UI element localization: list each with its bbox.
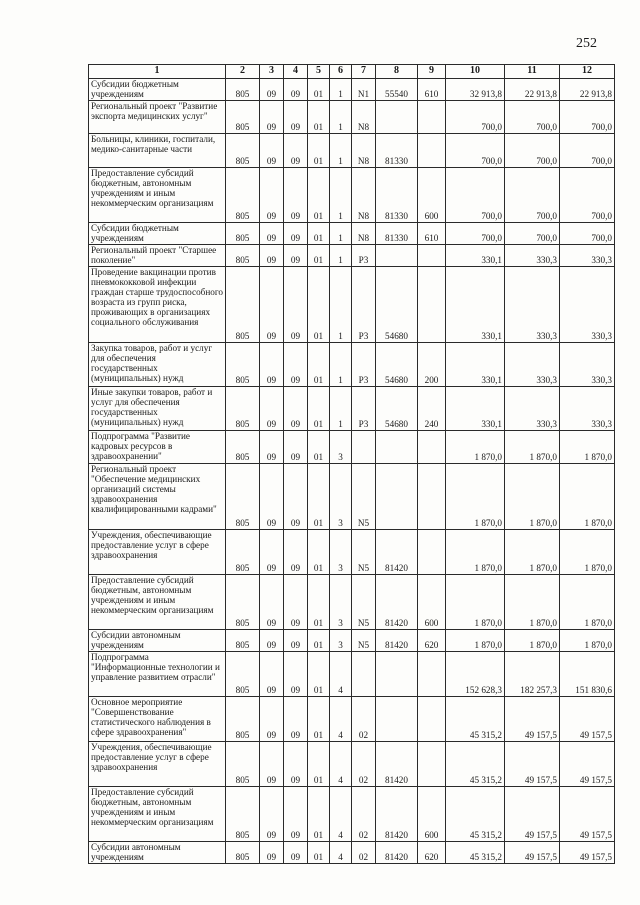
code-cell-c6: 1 [330, 223, 352, 245]
column-header: 12 [560, 65, 615, 79]
code-cell-c4: 09 [284, 575, 308, 630]
amount-cell-c12: 49 157,5 [560, 842, 615, 864]
column-header: 11 [505, 65, 560, 79]
column-header: 2 [226, 65, 260, 79]
code-cell-c2: 805 [226, 575, 260, 630]
code-cell-c2: 805 [226, 787, 260, 842]
table-row [89, 464, 615, 530]
amount-cell-c10: 1 870,0 [446, 431, 505, 464]
amount-cell-c12: 330,3 [560, 343, 615, 387]
code-cell-c9 [418, 267, 446, 343]
amount-cell-c12: 330,3 [560, 245, 615, 267]
code-cell-c8: 81330 [376, 168, 418, 223]
table-row [89, 575, 615, 630]
row-name-cell: Больницы, клиники, госпитали, медико-санитарные части [89, 134, 226, 168]
code-cell-c5: 01 [308, 787, 330, 842]
code-cell-c7: P3 [352, 387, 376, 431]
row-name-cell: Субсидии бюджетным учреждениям [89, 223, 226, 245]
code-cell-c5: 01 [308, 697, 330, 742]
amount-cell-c12: 1 870,0 [560, 530, 615, 575]
amount-cell-c10: 1 870,0 [446, 575, 505, 630]
code-cell-c5: 01 [308, 575, 330, 630]
table-row [89, 431, 615, 464]
code-cell-c3: 09 [260, 787, 284, 842]
code-cell-c8: 81420 [376, 742, 418, 787]
code-cell-c6: 1 [330, 79, 352, 101]
code-cell-c3: 09 [260, 697, 284, 742]
row-name-cell: Проведение вакцинации против пневмококковой инфекции граждан старше трудоспособного возраста из групп риска, проживающих в организациях социального обслуживания [89, 267, 226, 343]
code-cell-c5: 01 [308, 742, 330, 787]
table-row [89, 245, 615, 267]
code-cell-c5: 01 [308, 387, 330, 431]
code-cell-c9: 610 [418, 223, 446, 245]
amount-cell-c12: 700,0 [560, 101, 615, 134]
code-cell-c8 [376, 464, 418, 530]
amount-cell-c11: 1 870,0 [505, 431, 560, 464]
code-cell-c4: 09 [284, 387, 308, 431]
code-cell-c3: 09 [260, 575, 284, 630]
code-cell-c7: 02 [352, 697, 376, 742]
code-cell-c8: 54680 [376, 267, 418, 343]
code-cell-c3: 09 [260, 387, 284, 431]
code-cell-c7: N8 [352, 168, 376, 223]
column-header: 3 [260, 65, 284, 79]
code-cell-c5: 01 [308, 245, 330, 267]
amount-cell-c11: 1 870,0 [505, 530, 560, 575]
amount-cell-c10: 32 913,8 [446, 79, 505, 101]
row-name-cell: Предоставление субсидий бюджетным, автономным учреждениям и иным некоммерческим организациям [89, 575, 226, 630]
code-cell-c4: 09 [284, 787, 308, 842]
code-cell-c7: 02 [352, 787, 376, 842]
code-cell-c9 [418, 134, 446, 168]
code-cell-c2: 805 [226, 431, 260, 464]
table-row [89, 223, 615, 245]
table-row [89, 787, 615, 842]
code-cell-c6: 4 [330, 742, 352, 787]
code-cell-c5: 01 [308, 652, 330, 697]
code-cell-c6: 1 [330, 245, 352, 267]
code-cell-c7: 02 [352, 842, 376, 864]
code-cell-c7: N5 [352, 464, 376, 530]
amount-cell-c11: 330,3 [505, 343, 560, 387]
code-cell-c5: 01 [308, 630, 330, 652]
table-body [89, 79, 615, 864]
code-cell-c2: 805 [226, 245, 260, 267]
code-cell-c4: 09 [284, 431, 308, 464]
code-cell-c8: 55540 [376, 79, 418, 101]
code-cell-c3: 09 [260, 245, 284, 267]
amount-cell-c11: 330,3 [505, 245, 560, 267]
amount-cell-c10: 45 315,2 [446, 842, 505, 864]
code-cell-c3: 09 [260, 267, 284, 343]
code-cell-c8 [376, 431, 418, 464]
code-cell-c7: N5 [352, 530, 376, 575]
code-cell-c3: 09 [260, 223, 284, 245]
page-number: 252 [576, 36, 597, 51]
code-cell-c3: 09 [260, 742, 284, 787]
code-cell-c3: 09 [260, 630, 284, 652]
code-cell-c9: 600 [418, 168, 446, 223]
code-cell-c9 [418, 431, 446, 464]
code-cell-c9 [418, 530, 446, 575]
amount-cell-c11: 700,0 [505, 223, 560, 245]
amount-cell-c10: 45 315,2 [446, 697, 505, 742]
amount-cell-c11: 700,0 [505, 101, 560, 134]
code-cell-c4: 09 [284, 168, 308, 223]
table-row [89, 267, 615, 343]
code-cell-c9: 600 [418, 575, 446, 630]
code-cell-c7: N8 [352, 101, 376, 134]
code-cell-c6: 3 [330, 575, 352, 630]
code-cell-c8 [376, 245, 418, 267]
code-cell-c4: 09 [284, 464, 308, 530]
amount-cell-c10: 152 628,3 [446, 652, 505, 697]
code-cell-c8: 81420 [376, 530, 418, 575]
code-cell-c3: 09 [260, 530, 284, 575]
column-header: 1 [89, 65, 226, 79]
column-header: 6 [330, 65, 352, 79]
amount-cell-c12: 49 157,5 [560, 697, 615, 742]
table-row [89, 387, 615, 431]
amount-cell-c12: 1 870,0 [560, 575, 615, 630]
table-row [89, 530, 615, 575]
amount-cell-c10: 1 870,0 [446, 464, 505, 530]
code-cell-c6: 3 [330, 431, 352, 464]
table-row [89, 842, 615, 864]
code-cell-c7: P3 [352, 245, 376, 267]
row-name-cell: Предоставление субсидий бюджетным, автономным учреждениям и иным некоммерческим организациям [89, 787, 226, 842]
code-cell-c6: 3 [330, 530, 352, 575]
code-cell-c2: 805 [226, 79, 260, 101]
code-cell-c2: 805 [226, 652, 260, 697]
row-name-cell: Региональный проект "Развитие экспорта медицинских услуг" [89, 101, 226, 134]
code-cell-c5: 01 [308, 842, 330, 864]
table-row [89, 630, 615, 652]
row-name-cell: Подпрограмма "Развитие кадровых ресурсов в здравоохранении" [89, 431, 226, 464]
code-cell-c5: 01 [308, 530, 330, 575]
code-cell-c4: 09 [284, 697, 308, 742]
table-row [89, 697, 615, 742]
code-cell-c3: 09 [260, 652, 284, 697]
code-cell-c7: N8 [352, 223, 376, 245]
code-cell-c2: 805 [226, 697, 260, 742]
code-cell-c2: 805 [226, 101, 260, 134]
column-header: 8 [376, 65, 418, 79]
code-cell-c5: 01 [308, 79, 330, 101]
code-cell-c6: 4 [330, 842, 352, 864]
row-name-cell: Закупка товаров, работ и услуг для обеспечения государственных (муниципальных) нужд [89, 343, 226, 387]
amount-cell-c10: 1 870,0 [446, 530, 505, 575]
table-row [89, 742, 615, 787]
code-cell-c3: 09 [260, 842, 284, 864]
table-row [89, 652, 615, 697]
code-cell-c2: 805 [226, 530, 260, 575]
amount-cell-c11: 49 157,5 [505, 742, 560, 787]
amount-cell-c10: 330,1 [446, 343, 505, 387]
amount-cell-c11: 1 870,0 [505, 630, 560, 652]
amount-cell-c10: 45 315,2 [446, 787, 505, 842]
row-name-cell: Региональный проект "Старшее поколение" [89, 245, 226, 267]
table-row [89, 343, 615, 387]
code-cell-c9: 610 [418, 79, 446, 101]
code-cell-c9: 200 [418, 343, 446, 387]
amount-cell-c10: 1 870,0 [446, 630, 505, 652]
amount-cell-c12: 1 870,0 [560, 630, 615, 652]
code-cell-c2: 805 [226, 742, 260, 787]
row-name-cell: Региональный проект "Обеспечение медицинских организаций системы здравоохранения квалифицированными кадрами" [89, 464, 226, 530]
amount-cell-c12: 1 870,0 [560, 464, 615, 530]
row-name-cell: Учреждения, обеспечивающие предоставление услуг в сфере здравоохранения [89, 530, 226, 575]
table-row [89, 79, 615, 101]
amount-cell-c11: 49 157,5 [505, 842, 560, 864]
code-cell-c6: 4 [330, 697, 352, 742]
code-cell-c4: 09 [284, 742, 308, 787]
code-cell-c3: 09 [260, 168, 284, 223]
code-cell-c5: 01 [308, 267, 330, 343]
code-cell-c6: 1 [330, 387, 352, 431]
code-cell-c9 [418, 697, 446, 742]
code-cell-c7: 02 [352, 742, 376, 787]
table-row [89, 168, 615, 223]
code-cell-c7: P3 [352, 343, 376, 387]
code-cell-c6: 4 [330, 787, 352, 842]
code-cell-c2: 805 [226, 842, 260, 864]
amount-cell-c12: 49 157,5 [560, 742, 615, 787]
code-cell-c8 [376, 101, 418, 134]
amount-cell-c10: 700,0 [446, 168, 505, 223]
amount-cell-c12: 700,0 [560, 223, 615, 245]
code-cell-c3: 09 [260, 343, 284, 387]
code-cell-c3: 09 [260, 101, 284, 134]
code-cell-c6: 1 [330, 267, 352, 343]
code-cell-c8: 54680 [376, 343, 418, 387]
code-cell-c2: 805 [226, 168, 260, 223]
amount-cell-c11: 182 257,3 [505, 652, 560, 697]
code-cell-c6: 4 [330, 652, 352, 697]
code-cell-c4: 09 [284, 79, 308, 101]
code-cell-c4: 09 [284, 245, 308, 267]
code-cell-c2: 805 [226, 464, 260, 530]
code-cell-c5: 01 [308, 223, 330, 245]
amount-cell-c11: 49 157,5 [505, 697, 560, 742]
code-cell-c8 [376, 697, 418, 742]
row-name-cell: Учреждения, обеспечивающие предоставление услуг в сфере здравоохранения [89, 742, 226, 787]
amount-cell-c11: 330,3 [505, 267, 560, 343]
amount-cell-c12: 151 830,6 [560, 652, 615, 697]
code-cell-c8: 81420 [376, 842, 418, 864]
column-header: 4 [284, 65, 308, 79]
code-cell-c5: 01 [308, 343, 330, 387]
amount-cell-c12: 700,0 [560, 168, 615, 223]
code-cell-c4: 09 [284, 842, 308, 864]
amount-cell-c12: 1 870,0 [560, 431, 615, 464]
code-cell-c6: 3 [330, 630, 352, 652]
code-cell-c7: P3 [352, 267, 376, 343]
code-cell-c2: 805 [226, 630, 260, 652]
code-cell-c4: 09 [284, 134, 308, 168]
amount-cell-c11: 22 913,8 [505, 79, 560, 101]
code-cell-c6: 1 [330, 101, 352, 134]
code-cell-c9 [418, 245, 446, 267]
code-cell-c5: 01 [308, 101, 330, 134]
code-cell-c7 [352, 652, 376, 697]
row-name-cell: Субсидии бюджетным учреждениям [89, 79, 226, 101]
code-cell-c9: 240 [418, 387, 446, 431]
code-cell-c2: 805 [226, 267, 260, 343]
code-cell-c2: 805 [226, 223, 260, 245]
code-cell-c9 [418, 742, 446, 787]
amount-cell-c12: 22 913,8 [560, 79, 615, 101]
amount-cell-c12: 330,3 [560, 387, 615, 431]
code-cell-c8: 81420 [376, 787, 418, 842]
code-cell-c4: 09 [284, 101, 308, 134]
code-cell-c8: 81330 [376, 134, 418, 168]
code-cell-c2: 805 [226, 387, 260, 431]
amount-cell-c11: 1 870,0 [505, 575, 560, 630]
code-cell-c7: N1 [352, 79, 376, 101]
amount-cell-c11: 49 157,5 [505, 787, 560, 842]
table-row [89, 134, 615, 168]
amount-cell-c12: 700,0 [560, 134, 615, 168]
code-cell-c6: 1 [330, 343, 352, 387]
code-cell-c5: 01 [308, 464, 330, 530]
code-cell-c9: 620 [418, 630, 446, 652]
code-cell-c7: N5 [352, 630, 376, 652]
code-cell-c9: 600 [418, 787, 446, 842]
code-cell-c4: 09 [284, 530, 308, 575]
code-cell-c9 [418, 464, 446, 530]
amount-cell-c11: 1 870,0 [505, 464, 560, 530]
row-name-cell: Подпрограмма "Информационные технологии и управление развитием отрасли" [89, 652, 226, 697]
amount-cell-c10: 700,0 [446, 101, 505, 134]
code-cell-c2: 805 [226, 343, 260, 387]
amount-cell-c11: 700,0 [505, 134, 560, 168]
code-cell-c9 [418, 101, 446, 134]
code-cell-c5: 01 [308, 431, 330, 464]
code-cell-c5: 01 [308, 168, 330, 223]
budget-table [88, 64, 615, 864]
amount-cell-c12: 49 157,5 [560, 787, 615, 842]
code-cell-c4: 09 [284, 223, 308, 245]
row-name-cell: Предоставление субсидий бюджетным, автономным учреждениям и иным некоммерческим организациям [89, 168, 226, 223]
code-cell-c3: 09 [260, 134, 284, 168]
amount-cell-c10: 700,0 [446, 223, 505, 245]
code-cell-c3: 09 [260, 79, 284, 101]
code-cell-c3: 09 [260, 431, 284, 464]
column-header: 5 [308, 65, 330, 79]
code-cell-c8 [376, 652, 418, 697]
column-header: 9 [418, 65, 446, 79]
code-cell-c6: 1 [330, 168, 352, 223]
column-header: 7 [352, 65, 376, 79]
code-cell-c6: 3 [330, 464, 352, 530]
amount-cell-c12: 330,3 [560, 267, 615, 343]
amount-cell-c10: 330,1 [446, 267, 505, 343]
code-cell-c4: 09 [284, 652, 308, 697]
code-cell-c8: 81420 [376, 630, 418, 652]
amount-cell-c10: 45 315,2 [446, 742, 505, 787]
code-cell-c9: 620 [418, 842, 446, 864]
code-cell-c2: 805 [226, 134, 260, 168]
table-header-row [89, 65, 615, 79]
row-name-cell: Субсидии автономным учреждениям [89, 630, 226, 652]
code-cell-c4: 09 [284, 343, 308, 387]
amount-cell-c10: 330,1 [446, 245, 505, 267]
code-cell-c8: 54680 [376, 387, 418, 431]
row-name-cell: Основное мероприятие "Совершенствование статистического наблюдения в сфере здравоохранения" [89, 697, 226, 742]
code-cell-c3: 09 [260, 464, 284, 530]
code-cell-c7: N5 [352, 575, 376, 630]
code-cell-c6: 1 [330, 134, 352, 168]
amount-cell-c11: 700,0 [505, 168, 560, 223]
code-cell-c8: 81330 [376, 223, 418, 245]
code-cell-c7: N8 [352, 134, 376, 168]
code-cell-c4: 09 [284, 630, 308, 652]
code-cell-c9 [418, 652, 446, 697]
code-cell-c5: 01 [308, 134, 330, 168]
row-name-cell: Иные закупки товаров, работ и услуг для обеспечения государственных (муниципальных) нужд [89, 387, 226, 431]
code-cell-c4: 09 [284, 267, 308, 343]
amount-cell-c11: 330,3 [505, 387, 560, 431]
column-header: 10 [446, 65, 505, 79]
code-cell-c8: 81420 [376, 575, 418, 630]
table-row [89, 101, 615, 134]
amount-cell-c10: 700,0 [446, 134, 505, 168]
code-cell-c7 [352, 431, 376, 464]
row-name-cell: Субсидии автономным учреждениям [89, 842, 226, 864]
amount-cell-c10: 330,1 [446, 387, 505, 431]
